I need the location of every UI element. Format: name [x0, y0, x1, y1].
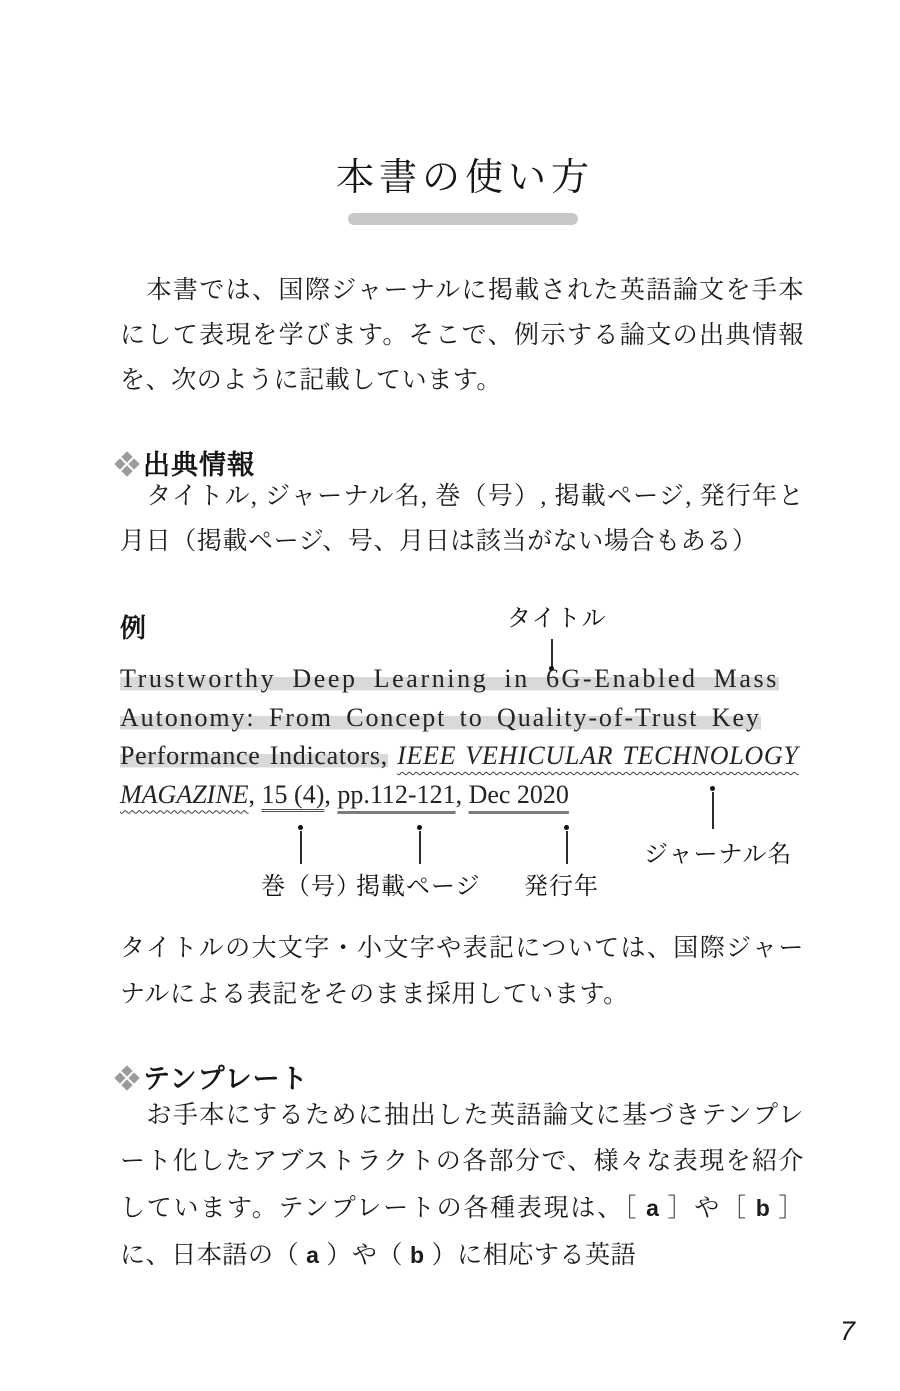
citation-line-4	[120, 776, 804, 815]
template-placeholder-b: b	[409, 1242, 425, 1268]
title-underline-bar	[348, 213, 578, 225]
annotation-year-label: 発行年	[524, 873, 599, 900]
citation-line-1	[120, 660, 804, 699]
annotation-year-dot	[564, 825, 569, 830]
citation-journal-part-1: IEEE VEHICULAR TECHNOLOGY	[397, 741, 799, 770]
page-number: 7	[840, 1316, 856, 1346]
section-heading-template	[118, 1057, 309, 1096]
four-diamonds-icon	[114, 1065, 139, 1090]
annotation-pages-line	[419, 831, 421, 864]
citation-journal-part-2: MAGAZINE	[120, 779, 249, 809]
template-placeholder-a: a	[646, 1195, 660, 1221]
template-text: ］や［	[659, 1195, 756, 1222]
citation-date: Dec 2020	[468, 779, 569, 809]
page-title: 本書の使い方	[335, 157, 594, 199]
four-diamonds-icon	[114, 451, 139, 476]
citation-line-3	[120, 737, 804, 776]
template-text: ）に相応する英語	[424, 1242, 637, 1269]
annotation-pages-dot	[417, 825, 422, 830]
annotation-year-line	[566, 831, 568, 864]
citation-block	[120, 660, 804, 814]
annotation-volume-dot	[298, 825, 303, 830]
annotation-journal-label: ジャーナル名	[644, 841, 793, 868]
annotation-title-label: タイトル	[507, 605, 607, 632]
annotation-volume-line	[300, 831, 302, 864]
citation-separator: ,	[248, 779, 262, 809]
citation-separator: ,	[455, 779, 469, 809]
annotation-journal-dot	[710, 786, 715, 791]
template-text: ］に、日本語の（	[120, 1195, 804, 1269]
annotation-pages-label: 掲載ページ	[356, 873, 481, 900]
note-paragraph: タイトルの大文字・小文字や表記については、国際ジャーナルによる表記をそのまま採用しています。	[120, 935, 804, 1008]
intro-paragraph: 本書では、国際ジャーナルに掲載された英語論文を手本にして表現を学びます。そこで、例示する論文の出典情報を、次のように記載しています。	[120, 277, 804, 394]
citation-separator: ,	[324, 779, 338, 809]
example-label: 例	[120, 613, 147, 643]
citation-line-2	[120, 699, 804, 738]
citation-title-part-1: Trustworthy Deep Learning in 6G-Enabled Mass	[120, 664, 779, 693]
citation-pages: pp.112-121	[337, 779, 456, 809]
section-heading-template-label: テンプレート	[143, 1064, 309, 1094]
source-format-paragraph: タイトル, ジャーナル名, 巻（号）, 掲載ページ, 発行年と月日（掲載ページ、号、月日は該当がない場合もある）	[120, 483, 804, 555]
citation-volume: 15 (4)	[261, 779, 325, 809]
section-heading-source-label: 出典情報	[143, 450, 255, 480]
annotation-journal-line	[712, 792, 714, 829]
template-paragraph	[120, 1093, 804, 1279]
citation-title-part-3: Performance Indicators,	[120, 741, 388, 770]
annotation-volume-label: 巻（号）	[261, 873, 361, 900]
template-placeholder-b: b	[755, 1195, 771, 1221]
template-text: お手本にするために抽出した英語論文に基づきテンプレート化したアブストラクトの各部分で、様々な表現を紹介しています。テンプレートの各種表現は、［	[120, 1102, 804, 1222]
citation-title-part-2: Autonomy: From Concept to Quality-of-Trust Key	[120, 702, 761, 732]
template-text: ）や（	[319, 1242, 410, 1269]
template-placeholder-a: a	[306, 1242, 320, 1268]
